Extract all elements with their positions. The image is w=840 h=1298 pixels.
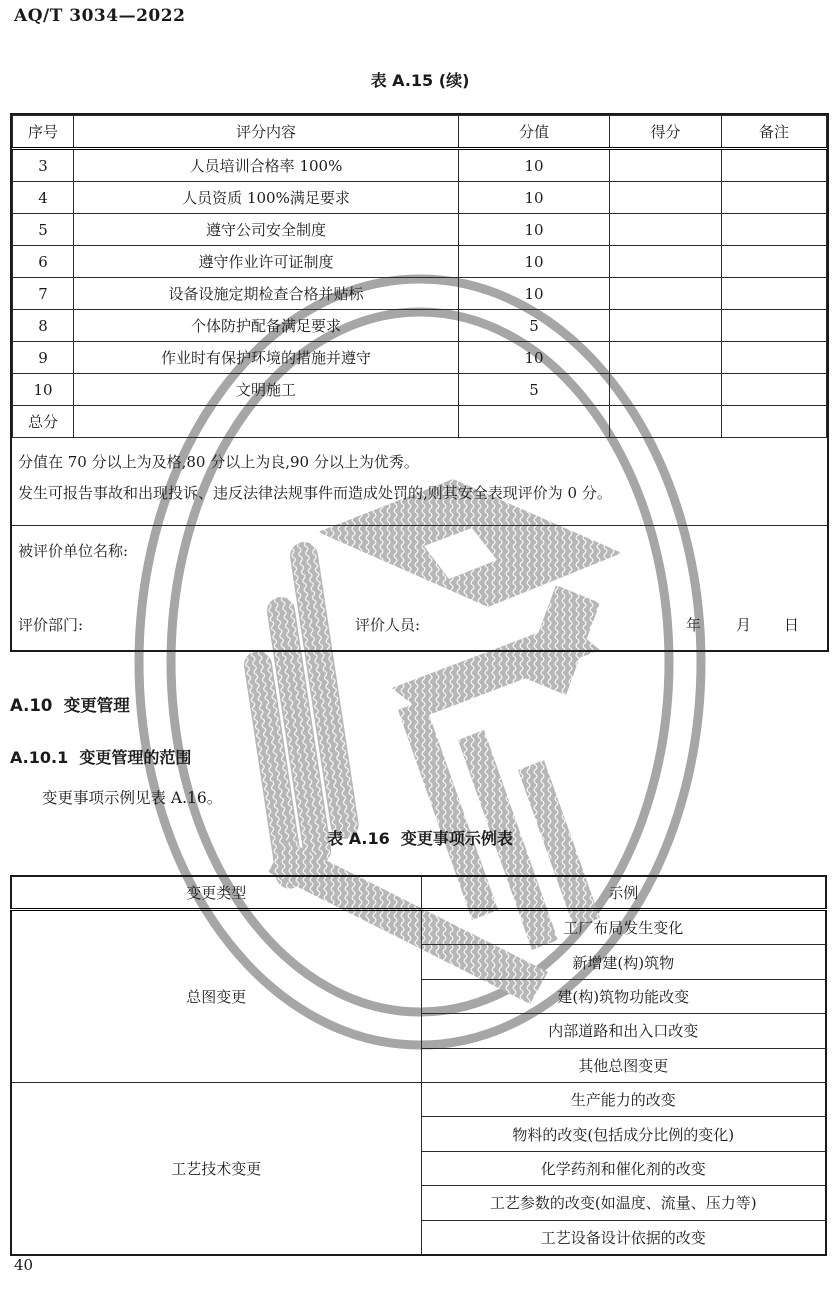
cell-content: 人员培训合格率 100% [74,149,459,182]
cell-got [610,182,722,214]
cell-got [610,214,722,246]
cell-score: 10 [459,342,610,374]
year-label: 年 [686,616,702,634]
cell-seq: 4 [13,182,74,214]
cell-content: 遵守公司安全制度 [74,214,459,246]
cell-seq: 10 [13,374,74,406]
cell-remark [722,374,827,406]
cell-change-type: 总图变更 [11,910,421,1083]
section-body-text: 变更事项示例见表 A.16。 [42,789,223,807]
cell-seq: 9 [13,342,74,374]
page-number: 40 [14,1256,34,1274]
note-line: 分值在 70 分以上为及格,80 分以上为良,90 分以上为优秀。 [18,453,419,471]
cell-score: 10 [459,246,610,278]
evaluator-label: 评价人员: [355,616,421,634]
header-seq: 序号 [13,116,74,149]
cell-got [610,310,722,342]
table-row [13,246,827,278]
table-row [13,374,827,406]
cell-example: 工厂布局发生变化 [421,910,826,945]
header-example: 示例 [421,876,826,910]
cell-remark [722,310,827,342]
cell-seq: 7 [13,278,74,310]
header-score: 分值 [459,116,610,149]
table-row [13,342,827,374]
table-a15-title: 表 A.15 (续) [370,71,470,90]
cell-example: 化学药剂和催化剂的改变 [421,1151,826,1185]
cell-got [610,374,722,406]
cell-got [610,149,722,182]
cell-remark [722,342,827,374]
section-heading-a10: A.10 变更管理 [10,696,130,715]
note-line: 发生可报告事故和出现投诉、违反法律法规事件而造成处罚的,则其安全表现评价为 0 分。 [18,484,612,502]
cell-score: 10 [459,182,610,214]
header-got: 得分 [610,116,722,149]
cell-remark [722,149,827,182]
cell-score: 10 [459,214,610,246]
cell-example: 生产能力的改变 [421,1082,826,1116]
cell-score [459,406,610,438]
doc-number: AQ/T 3034—2022 [14,6,186,26]
cell-content: 个体防护配备满足要求 [74,310,459,342]
table-row [13,214,827,246]
day-label: 日 [784,616,800,634]
month-label: 月 [736,616,752,634]
table-a16-title: 表 A.16 变更事项示例表 [327,829,513,848]
cell-seq: 8 [13,310,74,342]
header-remark: 备注 [722,116,827,149]
evaluating-dept-label: 评价部门: [18,616,84,634]
cell-remark [722,214,827,246]
cell-remark [722,406,827,438]
total-row [13,406,827,438]
evaluated-unit-label: 被评价单位名称: [18,542,129,560]
cell-remark [722,246,827,278]
cell-remark [722,182,827,214]
cell-example: 新增建(构)筑物 [421,945,826,979]
cell-total-label: 总分 [13,406,74,438]
cell-content: 设备设施定期检查合格并贴标 [74,278,459,310]
score-table [12,115,827,438]
cell-seq: 6 [13,246,74,278]
cell-example: 物料的改变(包括成分比例的变化) [421,1117,826,1151]
table-row [13,149,827,182]
cell-content: 作业时有保护环境的措施并遵守 [74,342,459,374]
header-content: 评分内容 [74,116,459,149]
table-header-row [11,876,826,910]
table-row [13,278,827,310]
cell-got [610,246,722,278]
cell-example: 建(构)筑物功能改变 [421,979,826,1013]
cell-example: 内部道路和出入口改变 [421,1014,826,1048]
cell-example: 工艺参数的改变(如温度、流量、压力等) [421,1186,826,1220]
cell-score: 10 [459,278,610,310]
cell-score: 5 [459,310,610,342]
table-a16 [10,875,827,1256]
cell-content [74,406,459,438]
table-row [13,182,827,214]
table-header-row [13,116,827,149]
cell-example: 工艺设备设计依据的改变 [421,1220,826,1255]
signature-block [12,526,827,650]
score-table-notes [12,438,827,526]
cell-example: 其他总图变更 [421,1048,826,1082]
header-change-type: 变更类型 [11,876,421,910]
section-heading-a10-1: A.10.1 变更管理的范围 [10,748,192,767]
cell-content: 人员资质 100%满足要求 [74,182,459,214]
cell-content: 遵守作业许可证制度 [74,246,459,278]
cell-change-type: 工艺技术变更 [11,1082,421,1254]
cell-score: 5 [459,374,610,406]
cell-remark [722,278,827,310]
cell-got [610,278,722,310]
table-a15 [10,113,829,652]
table-row [11,910,826,945]
cell-score: 10 [459,149,610,182]
cell-content: 文明施工 [74,374,459,406]
cell-seq: 5 [13,214,74,246]
cell-got [610,406,722,438]
cell-got [610,342,722,374]
cell-seq: 3 [13,149,74,182]
table-row [13,310,827,342]
table-row [11,1082,826,1116]
